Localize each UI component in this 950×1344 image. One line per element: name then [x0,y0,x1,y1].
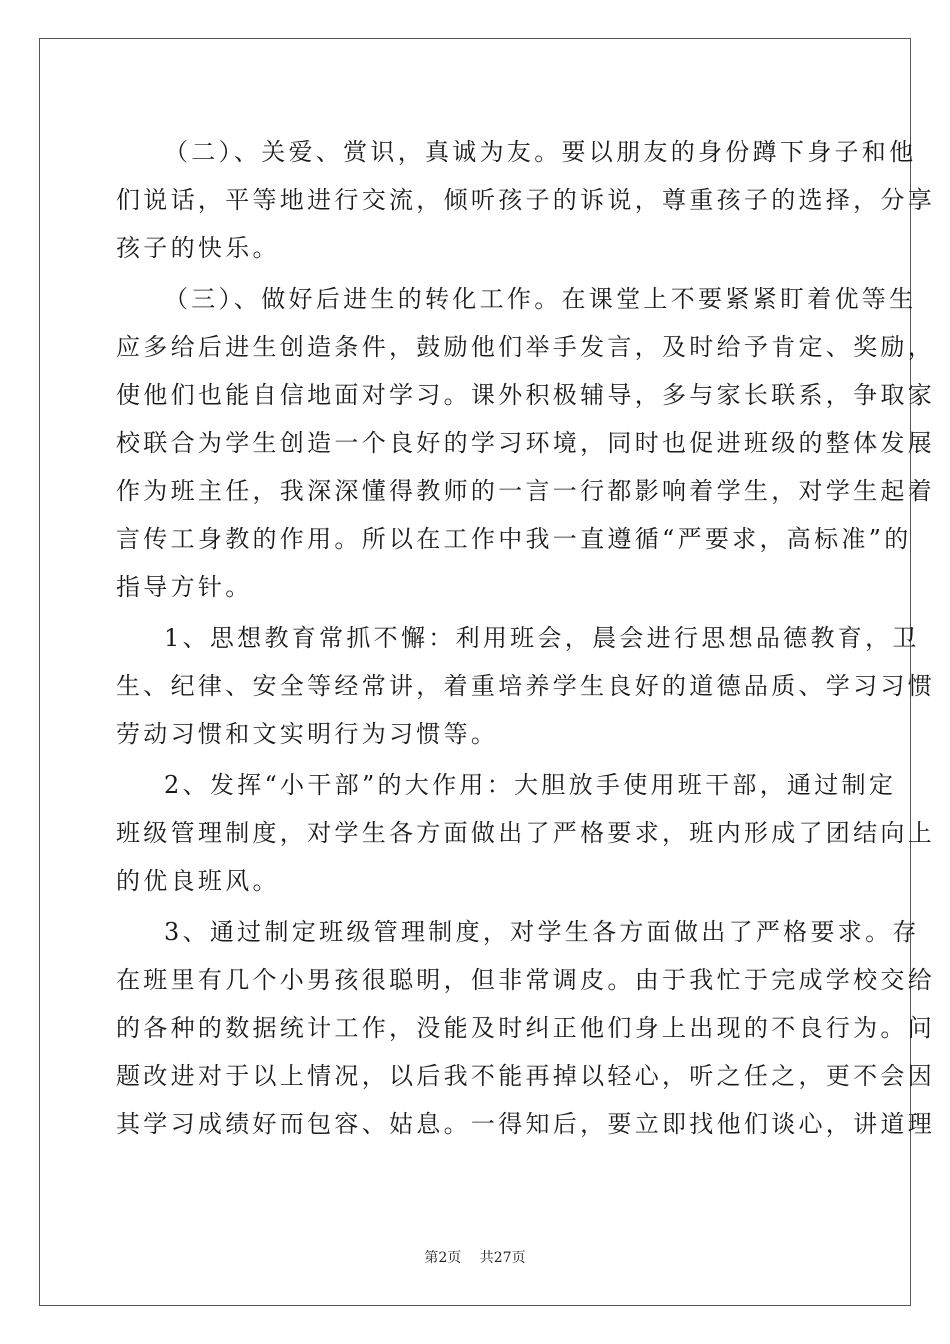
text-line: 言传工身教的作用。所以在工作中我一直遵循“严要求，高标准”的 [116,525,912,553]
total-pages: 共27页 [479,1250,526,1266]
text-line: 班级管理制度，对学生各方面做出了严格要求，班内形成了团结向上 [116,819,935,847]
paragraph-struggling-students [116,275,935,611]
page-number: 第2页 [424,1250,462,1266]
text-line: 题改进对于以上情况，以后我不能再掉以轻心，听之任之，更不会因 [116,1062,935,1090]
text-line: 使他们也能自信地面对学习。课外积极辅导，多与家长联系，争取家 [116,381,935,409]
text-line: 校联合为学生创造一个良好的学习环境，同时也促进班级的整体发展 [116,429,935,457]
text-line: （三）、做好后进生的转化工作。在课堂上不要紧紧盯着优等生 [164,285,917,313]
text-line: 劳动习惯和文实明行为习惯等。 [116,720,499,748]
text-line: 作为班主任，我深深懂得教师的一言一行都影响着学生，对学生起着 [116,477,935,505]
text-line: 应多给后进生创造条件，鼓励他们举手发言，及时给予肯定、奖励， [116,333,935,361]
text-line: 其学习成绩好而包容、姑息。一得知后，要立即找他们谈心，讲道理 [116,1110,935,1138]
text-line: 孩子的快乐。 [116,234,280,262]
paragraph-class-cadres [116,761,935,905]
document-body [116,128,935,1148]
text-line: 生、纪律、安全等经常讲，着重培养学生良好的道德品质、学习习惯 [116,672,935,700]
paragraph-management-system [116,908,935,1148]
text-line: 1、思想教育常抓不懈：利用班会，晨会进行思想品德教育，卫 [164,624,920,652]
text-line: 的优良班风。 [116,867,280,895]
paragraph-care-appreciation [116,128,935,272]
text-line: 们说话，平等地进行交流，倾听孩子的诉说，尊重孩子的选择，分享 [116,186,935,214]
text-line: 2、发挥“小干部”的大作用：大胆放手使用班干部，通过制定 [164,771,897,799]
text-line: （二）、关爱、赏识，真诚为友。要以朋友的身份蹲下身子和他 [164,138,917,166]
paragraph-ideological-education [116,614,935,758]
page-footer [0,1247,950,1267]
text-line: 3、通过制定班级管理制度，对学生各方面做出了严格要求。存 [164,918,920,946]
text-line: 在班里有几个小男孩很聪明，但非常调皮。由于我忙于完成学校交给 [116,966,935,994]
text-line: 的各种的数据统计工作，没能及时纠正他们身上出现的不良行为。问 [116,1014,935,1042]
text-line: 指导方针。 [116,573,253,601]
